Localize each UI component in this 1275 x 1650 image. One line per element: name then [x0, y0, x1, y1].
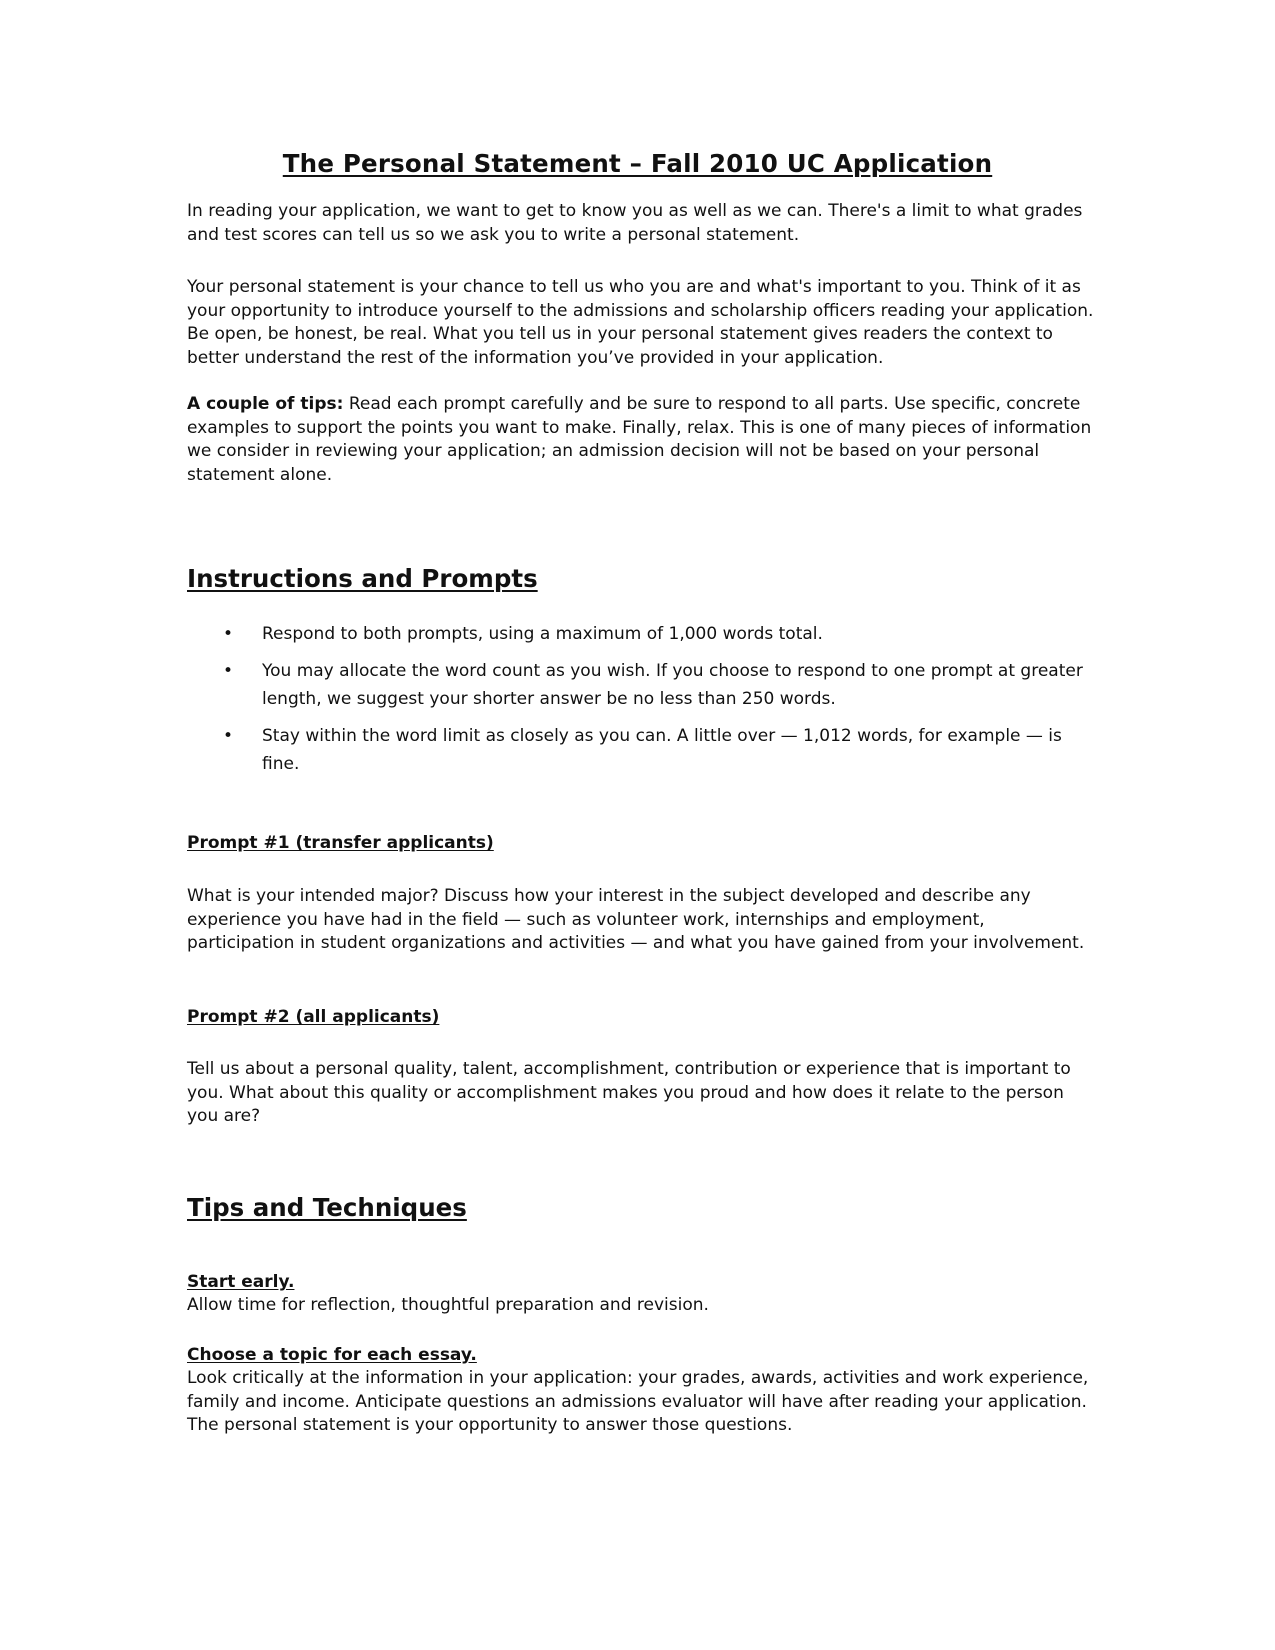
prompt-2-heading: Prompt #2 (all applicants) [187, 1007, 440, 1027]
prompt-1-heading: Prompt #1 (transfer applicants) [187, 833, 494, 853]
bullet-icon: • [223, 661, 234, 681]
intro-paragraph-1: In reading your application, we want to get to know you as well as we can. There's a limit to what grades and test scores can tell us so we ask you to write a personal statement. [187, 201, 1083, 245]
tips-label: A couple of tips: [187, 394, 344, 414]
tips-paragraph [187, 393, 1097, 487]
tips-heading: Tips and Techniques [187, 1193, 467, 1222]
document-title: The Personal Statement – Fall 2010 UC Application [282, 149, 993, 178]
bullet-text: You may allocate the word count as you wish. If you choose to respond to one prompt at greater length, we suggest your shorter answer be no less than 250 words. [262, 661, 1083, 709]
list-item [187, 722, 1097, 778]
bullet-text: Stay within the word limit as closely as you can. A little over — 1,012 words, for example — is fine. [262, 726, 1062, 774]
choose-topic-text: Look critically at the information in your application: your grades, awards, activities and work experience, family and income. Anticipate questions an admissions evaluator will have after reading your application. The personal statement is your opportunity to answer those questions. [187, 1368, 1089, 1436]
bullet-icon: • [223, 726, 234, 746]
start-early-heading: Start early. [187, 1272, 295, 1292]
choose-topic-heading: Choose a topic for each essay. [187, 1345, 477, 1365]
list-item [187, 657, 1097, 713]
prompt-1-text: What is your intended major? Discuss how your interest in the subject developed and describe any experience you have had in the field — such as volunteer work, internships and employment, participation in student organizations and activities — and what you have gained from your involvement. [187, 886, 1085, 954]
list-item [187, 620, 1097, 648]
start-early-text: Allow time for reflection, thoughtful preparation and revision. [187, 1295, 709, 1315]
tips-text: Read each prompt carefully and be sure to respond to all parts. Use specific, concrete examples to support the points you want to make. Finally, relax. This is one of many pieces of information we consider in reviewing your application; an admission decision will not be based on your personal statement alone. [187, 394, 1092, 485]
prompt-2-text: Tell us about a personal quality, talent, accomplishment, contribution or experience that is important to you. What about this quality or accomplishment makes you proud and how does it relate to the person you are? [187, 1059, 1071, 1127]
bullet-text: Respond to both prompts, using a maximum of 1,000 words total. [262, 624, 823, 644]
intro-paragraph-2: Your personal statement is your chance to tell us who you are and what's important to you. Think of it as your opportunity to introduce yourself to the admissions and scholarship officers reading your application. Be open, be honest, be real. What you tell us in your personal statement gives readers the context to better understand the rest of the information you’ve provided in your application. [187, 277, 1094, 368]
instructions-list [187, 620, 1097, 787]
bullet-icon: • [223, 624, 234, 644]
instructions-heading: Instructions and Prompts [187, 564, 538, 593]
